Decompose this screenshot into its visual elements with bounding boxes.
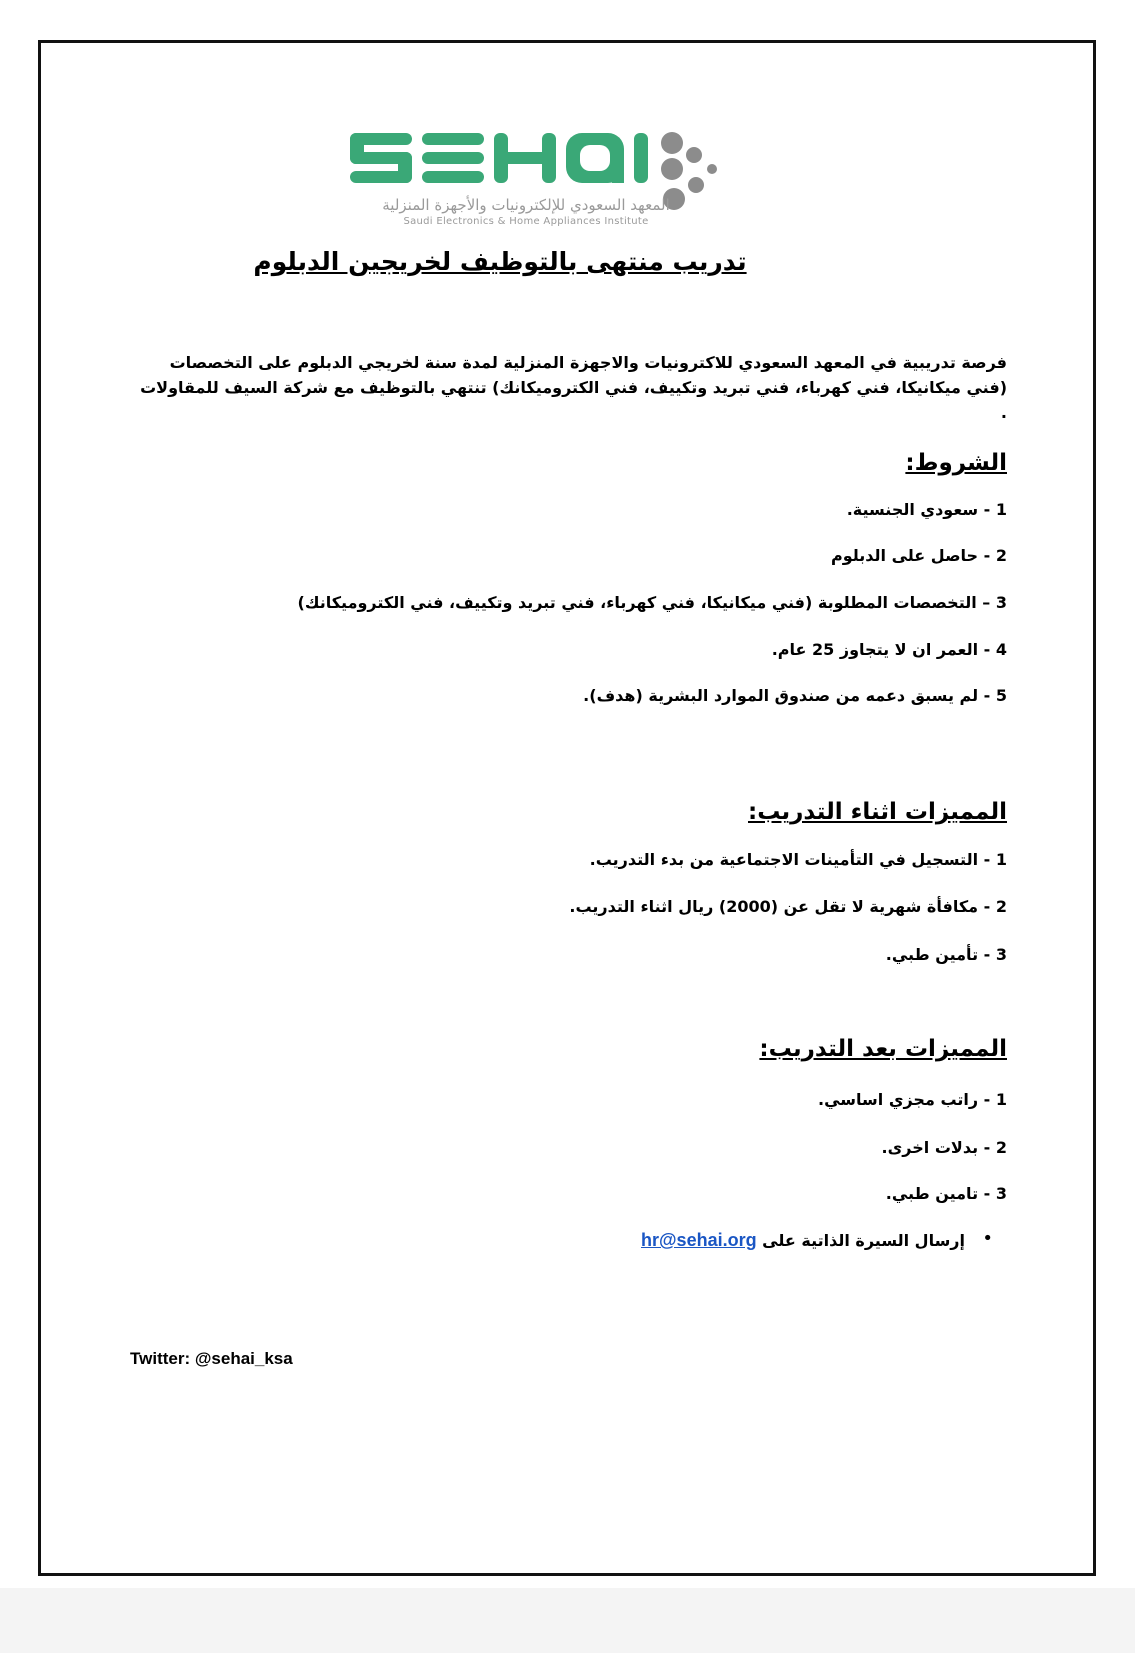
item-separator: - [978,897,996,916]
item-text: التسجيل في التأمينات الاجتماعية من بدء التدريب. [589,850,979,869]
item-separator: - [978,1090,996,1109]
during-training-item [886,945,1007,964]
item-text: بدلات اخرى. [881,1138,979,1157]
item-separator: - [978,546,996,565]
item-number: 2 [995,546,1007,565]
item-text: تأمين طبي. [885,945,979,964]
item-separator: - [978,945,996,964]
item-text: راتب مجزي اساسي. [818,1090,979,1109]
condition-item [831,546,1007,565]
during-training-item [590,850,1007,869]
after-training-heading: المميزات بعد التدريب: [759,1036,1007,1062]
item-separator: - [978,1184,996,1203]
item-number: 5 [995,686,1007,705]
intro-paragraph: فرصة تدريبية في المعهد السعودي للاكترونيات والاجهزة المنزلية لمدة سنة لخريجي الدبلوم على التخصصات (فني ميكانيكا، فني كهرباء، فني تبريد وتكييف، فني الكتروميكانك) تنتهي بالتوظيف مع شركة السيف للمقاولات . [140,353,1007,422]
item-separator: - [978,686,996,705]
item-number: 1 [995,1090,1007,1109]
page-title: تدريب منتهى بالتوظيف لخريجين الدبلوم [253,247,747,276]
item-number: 3 [995,945,1007,964]
item-text: مكافأة شهرية لا تقل عن (2000) ريال اثناء التدريب. [569,897,979,916]
item-text: لم يسبق دعمه من صندوق الموارد البشرية (هدف). [583,686,979,705]
sehai-logo [350,125,790,235]
condition-item [298,593,1008,612]
logo-subtitle-arabic: المعهد السعودي للإلكترونيات والأجهزة المنزلية [382,196,670,214]
item-number: 2 [995,897,1007,916]
item-number: 4 [995,640,1007,659]
item-separator: - [978,850,996,869]
item-separator: – [976,593,996,612]
item-number: 1 [995,850,1007,869]
viewer-bottom-strip [0,1588,1135,1653]
logo-subtitle-english: Saudi Electronics & Home Appliances Institute [403,216,649,227]
during-training-heading: المميزات اثناء التدريب: [748,799,1007,825]
after-training-item [886,1184,1007,1203]
item-separator: - [978,500,996,519]
item-number: 3 [995,1184,1007,1203]
conditions-heading: الشروط: [905,450,1007,476]
during-training-item [569,897,1007,916]
item-text: العمر ان لا يتجاوز 25 عام. [771,640,979,659]
cv-text: إرسال السيرة الذاتية على [762,1231,965,1250]
item-text: تامين طبي. [885,1184,979,1203]
after-training-item [882,1138,1007,1157]
item-separator: - [978,640,996,659]
item-text: التخصصات المطلوبة (فني ميكانيكا، فني كهرباء، فني تبريد وتكييف، فني الكترومیکانك) [297,593,977,612]
item-separator: - [978,1138,996,1157]
condition-item [772,640,1007,659]
bullet-icon: • [982,1228,993,1249]
item-number: 3 [995,593,1007,612]
item-text: حاصل على الدبلوم [830,546,979,565]
after-training-item [818,1090,1007,1109]
item-number: 2 [995,1138,1007,1157]
twitter-handle: Twitter: @sehai_ksa [130,1349,293,1368]
item-text: سعودي الجنسية. [846,500,979,519]
condition-item [847,500,1007,519]
condition-item [583,686,1007,705]
item-number: 1 [995,500,1007,519]
cv-instruction [641,1230,965,1251]
cv-email-link[interactable]: hr@sehai.org [641,1230,757,1250]
